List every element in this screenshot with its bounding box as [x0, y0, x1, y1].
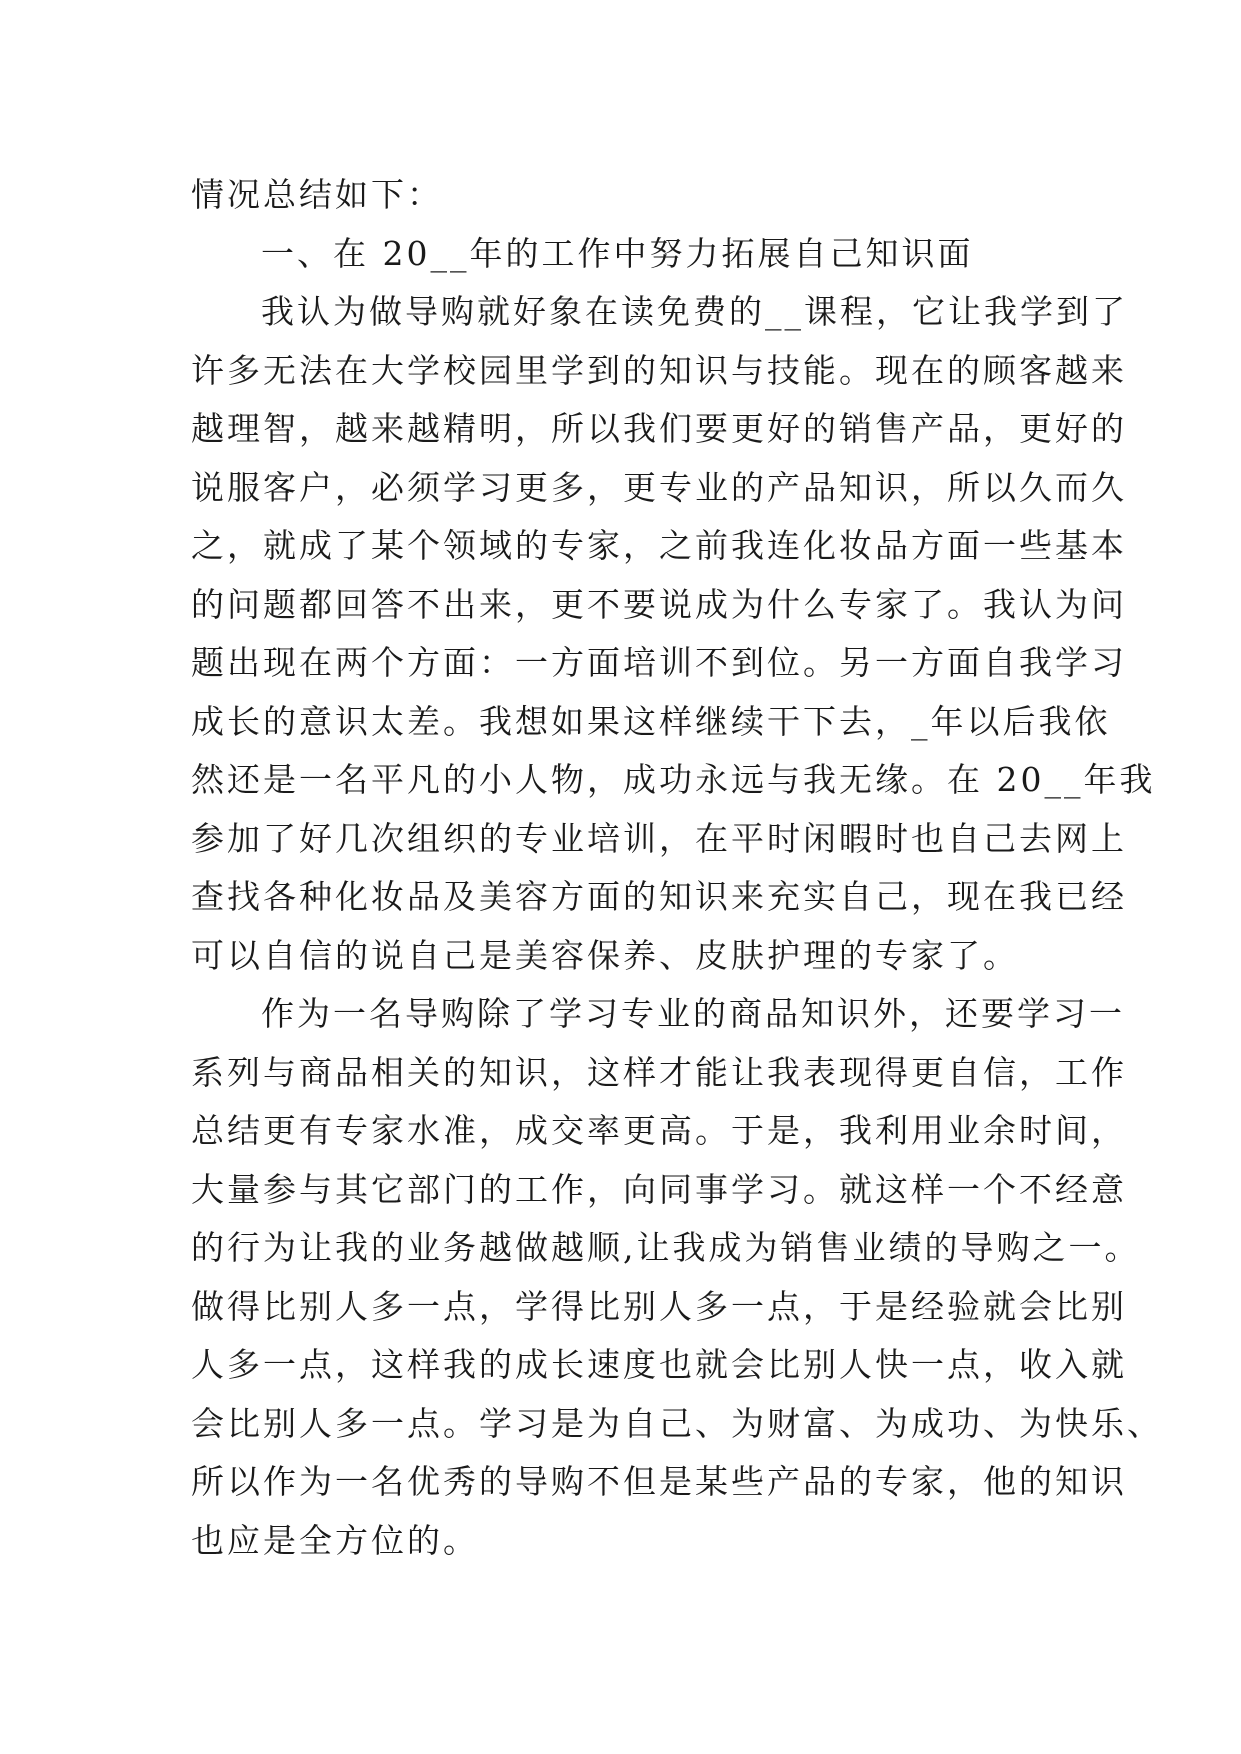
text-line: 也应是全方位的。	[191, 1520, 479, 1560]
text-line: 会比别人多一点。学习是为自己、为财富、为成功、为快乐、	[191, 1403, 1163, 1443]
text-line: 成长的意识太差。我想如果这样继续干下去，_年以后我依	[191, 701, 1111, 741]
text-line: 题出现在两个方面：一方面培训不到位。另一方面自我学习	[191, 643, 1127, 682]
text-line: 可以自信的说自己是美容保养、皮肤护理的专家了。	[191, 935, 1019, 975]
text-line: 之，就成了某个领域的专家，之前我连化妆品方面一些基本	[191, 526, 1127, 565]
text-line: 参加了好几次组织的专业培训，在平时闲暇时也自己去网上	[191, 818, 1127, 858]
text-line: 做得比别人多一点，学得比别人多一点，于是经验就会比别	[191, 1286, 1127, 1326]
section-heading: 一、在 20__年的工作中努力拓展自己知识面	[261, 233, 974, 273]
text-line: 越理智，越来越精明，所以我们要更好的销售产品，更好的	[191, 409, 1127, 448]
text-line: 系列与商品相关的知识，这样才能让我表现得更自信，工作	[191, 1052, 1127, 1092]
text-line: 然还是一名平凡的小人物，成功永远与我无缘。在 20__年我	[191, 760, 1156, 799]
text-line: 大量参与其它部门的工作，向同事学习。就这样一个不经意	[191, 1169, 1127, 1209]
text-line: 作为一名导购除了学习专业的商品知识外，还要学习一	[261, 994, 1125, 1033]
text-line: 的问题都回答不出来，更不要说成为什么专家了。我认为问	[191, 584, 1127, 624]
text-line: 的行为让我的业务越做越顺,让我成为销售业绩的导购之一。	[191, 1228, 1141, 1267]
text-line: 许多无法在大学校园里学到的知识与技能。现在的顾客越来	[191, 350, 1127, 390]
text-line: 所以作为一名优秀的导购不但是某些产品的专家，他的知识	[191, 1462, 1127, 1501]
text-line: 说服客户，必须学习更多，更专业的产品知识，所以久而久	[191, 467, 1127, 507]
document-body	[191, 166, 1163, 1570]
text-line: 查找各种化妆品及美容方面的知识来充实自己，现在我已经	[191, 877, 1127, 916]
text-line: 我认为做导购就好象在读免费的__课程，它让我学到了	[261, 292, 1128, 331]
text-line: 人多一点，这样我的成长速度也就会比别人快一点，收入就	[191, 1345, 1127, 1384]
text-line: 总结更有专家水准，成交率更高。于是，我利用业余时间，	[191, 1111, 1127, 1150]
text-line: 情况总结如下：	[191, 175, 443, 214]
